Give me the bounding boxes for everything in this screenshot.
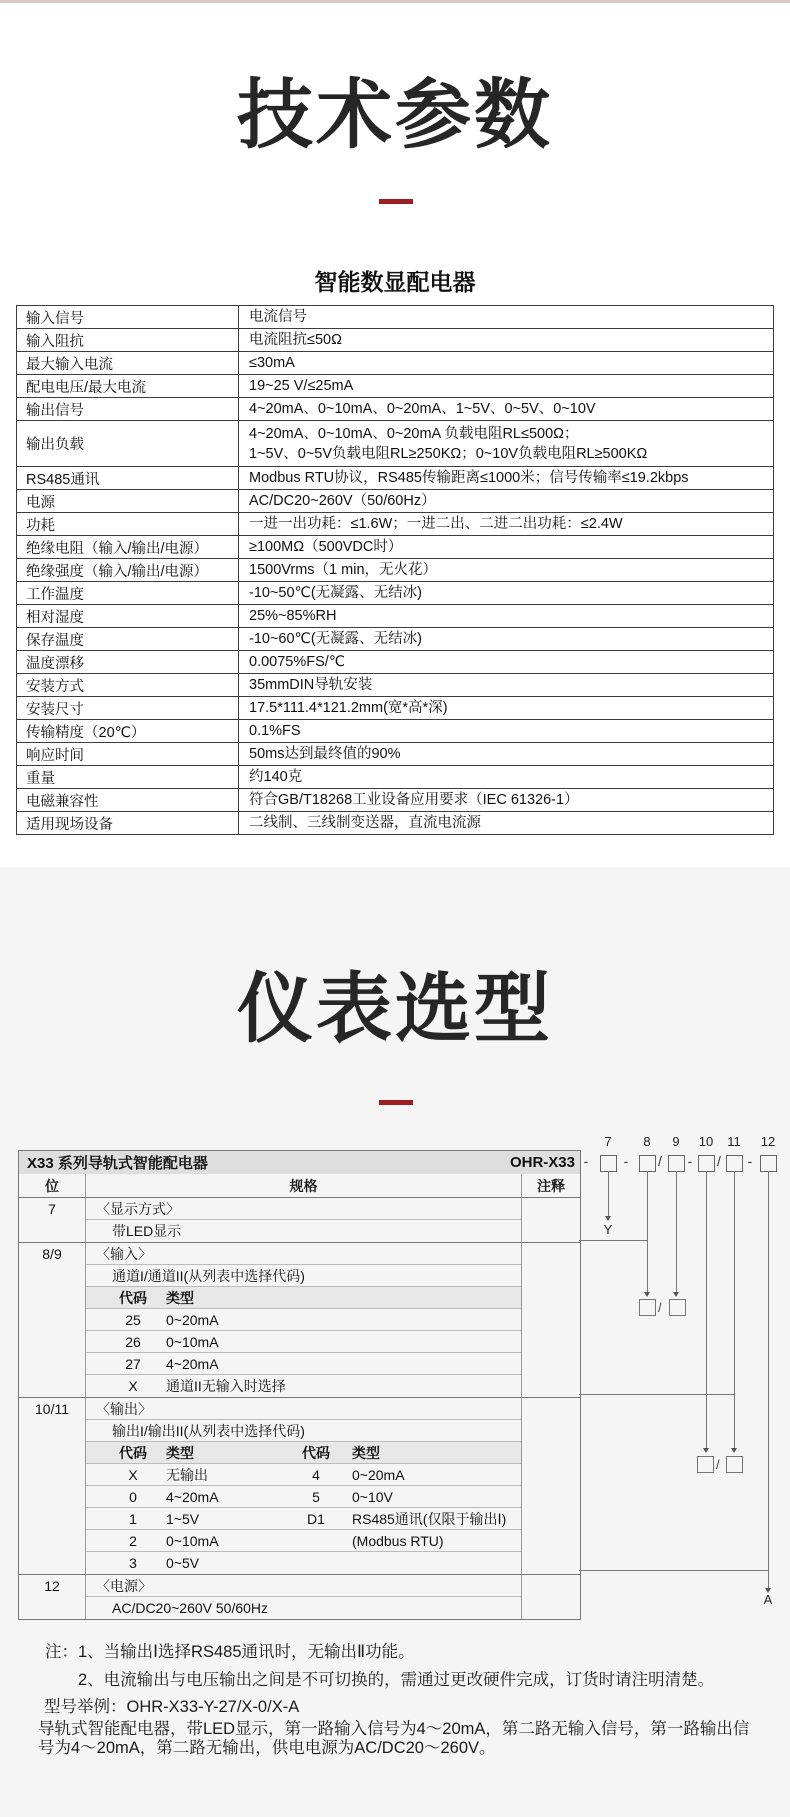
spec-value: ≤30mA bbox=[249, 355, 295, 371]
input-code-box-1 bbox=[639, 1299, 656, 1316]
selection-group-8-9 bbox=[19, 1243, 580, 1398]
spec-label: 输入信号 bbox=[17, 306, 239, 328]
spec-value: ≥100MΩ（500VDC时） bbox=[249, 539, 403, 555]
spec-value: 电流信号 bbox=[249, 309, 307, 325]
spec-value: 50ms达到最终值的90% bbox=[249, 746, 401, 762]
spec-label: 电源 bbox=[17, 490, 239, 512]
power-code-label: A bbox=[763, 1592, 773, 1607]
spec-label: 温度漂移 bbox=[17, 651, 239, 673]
spec-label: 重量 bbox=[17, 766, 239, 788]
group-subheading: 通道I/通道II(从列表中选择代码) bbox=[86, 1265, 521, 1287]
code-slash: / bbox=[658, 1300, 662, 1315]
table-row bbox=[17, 788, 773, 811]
drop-line-7 bbox=[608, 1171, 609, 1216]
spec-label: 绝缘强度（输入/输出/电源） bbox=[17, 559, 239, 581]
selection-group-12 bbox=[19, 1575, 580, 1619]
digit-label-12: 12 bbox=[760, 1134, 776, 1149]
table-row bbox=[17, 742, 773, 765]
code-row: 1 1~5V D1 RS485通讯(仅限于输出Ⅰ) bbox=[86, 1508, 521, 1530]
group-heading: 〈输入〉 bbox=[86, 1243, 521, 1265]
spec-value: 0.1%FS bbox=[249, 723, 301, 739]
section1-title: 技术参数 bbox=[237, 73, 553, 158]
note-cell bbox=[522, 1243, 580, 1397]
spec-value: -10~50℃(无凝露、无结冰) bbox=[249, 585, 422, 601]
spec-label: 功耗 bbox=[17, 513, 239, 535]
table-row bbox=[17, 765, 773, 788]
spec-value: 19~25 V/≤25mA bbox=[249, 378, 354, 394]
output-code-box-2 bbox=[726, 1456, 743, 1473]
spec-table bbox=[16, 305, 774, 835]
model-separator: - bbox=[583, 1153, 589, 1169]
drop-line-12 bbox=[768, 1171, 769, 1588]
model-box-9 bbox=[668, 1155, 685, 1172]
spec-label: 响应时间 bbox=[17, 743, 239, 765]
spec-label: 输出负载 bbox=[17, 421, 239, 466]
spec-label: RS485通讯 bbox=[17, 467, 239, 489]
note-line-2: 2、电流输出与电压输出之间是不可切换的，需通过更改硬件完成，订货时请注明清楚。 bbox=[78, 1671, 715, 1689]
spec-label: 相对湿度 bbox=[17, 605, 239, 627]
spec-value: 4~20mA、0~10mA、0~20mA 负载电阻RL≤500Ω； 1~5V、0~5V负载电阻RL≥250KΩ；0~10V负载电阻RL≥500KΩ bbox=[249, 425, 648, 462]
code-row: 25 0~20mA bbox=[86, 1309, 521, 1331]
section2-divider bbox=[379, 1100, 413, 1105]
code-row: 2 0~10mA (Modbus RTU) bbox=[86, 1530, 521, 1552]
table-row bbox=[17, 811, 773, 834]
spec-label: 安装尺寸 bbox=[17, 697, 239, 719]
group-pos: 12 bbox=[19, 1575, 86, 1619]
connector-line-12 bbox=[579, 1570, 768, 1571]
spec-label: 输入阻抗 bbox=[17, 329, 239, 351]
drop-line-10 bbox=[706, 1171, 707, 1448]
table-row bbox=[17, 374, 773, 397]
code-table-header: 代码 类型 代码 类型 bbox=[86, 1442, 521, 1464]
model-separator: - bbox=[687, 1153, 693, 1169]
table-row bbox=[17, 306, 773, 328]
spec-value: 25%~85%RH bbox=[249, 608, 337, 624]
code-slash: / bbox=[716, 1457, 720, 1472]
model-box-11 bbox=[726, 1155, 743, 1172]
drop-line-11 bbox=[734, 1171, 735, 1448]
group-heading: 〈输出〉 bbox=[86, 1398, 521, 1420]
note-cell bbox=[522, 1575, 580, 1619]
spec-value: 二线制、三线制变送器，直流电流源 bbox=[249, 815, 481, 831]
table-row bbox=[17, 351, 773, 374]
model-separator: / bbox=[717, 1153, 721, 1169]
code-row: 26 0~10mA bbox=[86, 1331, 521, 1353]
spec-value: 4~20mA、0~10mA、0~20mA、1~5V、0~5V、0~10V bbox=[249, 401, 596, 417]
model-separator: - bbox=[623, 1153, 629, 1169]
table-row bbox=[17, 397, 773, 420]
spec-label: 传输精度（20℃） bbox=[17, 720, 239, 742]
section2-title: 仪表选型 bbox=[237, 967, 553, 1052]
table-row bbox=[17, 673, 773, 696]
spec-value: -10~60℃(无凝露、无结冰) bbox=[249, 631, 422, 647]
group-heading: 〈显示方式〉 bbox=[86, 1198, 521, 1220]
spec-label: 工作温度 bbox=[17, 582, 239, 604]
col-header-note: 注释 bbox=[537, 1177, 565, 1194]
spec-label: 最大输入电流 bbox=[17, 352, 239, 374]
table-row bbox=[17, 696, 773, 719]
arrow-down-icon bbox=[673, 1292, 679, 1297]
table-row bbox=[17, 627, 773, 650]
table-row bbox=[17, 535, 773, 558]
selection-header-bar bbox=[19, 1151, 580, 1174]
code-row: 3 0~5V bbox=[129, 1555, 200, 1571]
model-separator: / bbox=[658, 1153, 662, 1169]
spec-value: 0.0075%FS/℃ bbox=[249, 654, 346, 670]
table-row bbox=[17, 558, 773, 581]
spec-value: 符合GB/T18268工业设备应用要求（IEC 61326-1） bbox=[249, 792, 579, 808]
digit-label-7: 7 bbox=[604, 1134, 612, 1149]
group-pos: 8/9 bbox=[19, 1243, 86, 1397]
spec-label: 安装方式 bbox=[17, 674, 239, 696]
digit-label-8: 8 bbox=[643, 1134, 651, 1149]
table-row bbox=[17, 650, 773, 673]
group-pos: 7 bbox=[19, 1198, 86, 1242]
model-separator: - bbox=[747, 1153, 753, 1169]
spec-value: 1500Vrms（1 min，无火花） bbox=[249, 562, 438, 578]
note-line-1: 注：1、当输出Ⅰ选择RS485通讯时，无输出Ⅱ功能。 bbox=[45, 1643, 415, 1661]
arrow-down-icon bbox=[605, 1216, 611, 1221]
table-row bbox=[17, 604, 773, 627]
display-code-label: Y bbox=[603, 1222, 613, 1237]
table-row bbox=[17, 581, 773, 604]
table-row bbox=[17, 466, 773, 489]
series-title: X33 系列导轨式智能配电器 bbox=[27, 1155, 208, 1172]
arrow-down-icon bbox=[731, 1448, 737, 1453]
spec-label: 配电电压/最大电流 bbox=[17, 375, 239, 397]
connector-line-8-9 bbox=[579, 1240, 647, 1241]
code-row: X 无输出 4 0~20mA bbox=[86, 1464, 521, 1486]
code-row: 0 4~20mA 5 0~10V bbox=[86, 1486, 521, 1508]
spec-label: 保存温度 bbox=[17, 628, 239, 650]
group-option: AC/DC20~260V 50/60Hz bbox=[112, 1600, 269, 1616]
input-code-box-2 bbox=[669, 1299, 686, 1316]
table-row bbox=[17, 420, 773, 466]
spec-label: 绝缘电阻（输入/输出/电源） bbox=[17, 536, 239, 558]
table-row bbox=[17, 719, 773, 742]
spec-value: 35mmDIN导轨安装 bbox=[249, 677, 373, 693]
spec-value: AC/DC20~260V（50/60Hz） bbox=[249, 493, 436, 509]
spec-value: 一进一出功耗：≤1.6W；一进二出、二进二出功耗：≤2.4W bbox=[249, 516, 623, 532]
model-box-7 bbox=[600, 1155, 617, 1172]
group-subheading: 输出I/输出II(从列表中选择代码) bbox=[86, 1420, 521, 1442]
col-header-pos: 位 bbox=[19, 1174, 86, 1197]
note-cell bbox=[522, 1398, 580, 1574]
spec-table-title: 智能数显配电器 bbox=[314, 269, 476, 295]
spec-value: Modbus RTU协议，RS485传输距离≤1000米；信号传输率≤19.2kbps bbox=[249, 470, 689, 486]
group-heading: 〈电源〉 bbox=[86, 1575, 521, 1597]
model-number: OHR-X33 bbox=[509, 1154, 575, 1171]
selection-column-headers bbox=[19, 1174, 580, 1198]
model-description: 导轨式智能配电器，带LED显示，第一路输入信号为4～20mA，第二路无输入信号，第一路输出信号为4～20mA，第二路无输出，供电电源为AC/DC20～260V。 bbox=[38, 1720, 750, 1757]
spec-label: 电磁兼容性 bbox=[17, 789, 239, 811]
arrow-down-icon bbox=[703, 1448, 709, 1453]
table-row bbox=[17, 512, 773, 535]
digit-label-9: 9 bbox=[672, 1134, 680, 1149]
model-box-12 bbox=[760, 1155, 777, 1172]
selection-group-10-11 bbox=[19, 1398, 580, 1575]
model-selection-table bbox=[18, 1150, 581, 1620]
code-row: X 通道II无输入时选择 bbox=[128, 1378, 286, 1394]
drop-line-9 bbox=[676, 1171, 677, 1292]
group-pos: 10/11 bbox=[19, 1398, 86, 1574]
selection-group-7 bbox=[19, 1198, 580, 1243]
table-row bbox=[17, 489, 773, 512]
digit-label-11: 11 bbox=[727, 1134, 741, 1149]
digit-label-10: 10 bbox=[698, 1134, 714, 1149]
group-option: 带LED显示 bbox=[112, 1223, 182, 1239]
top-strip bbox=[0, 0, 790, 3]
code-table-header: 代码 类型 bbox=[86, 1287, 521, 1309]
note-cell bbox=[522, 1198, 580, 1242]
arrow-down-icon bbox=[644, 1292, 650, 1297]
output-code-box-1 bbox=[697, 1456, 714, 1473]
col-header-spec: 规格 bbox=[86, 1174, 522, 1197]
code-row: 27 4~20mA bbox=[86, 1353, 521, 1375]
spec-label: 适用现场设备 bbox=[17, 812, 239, 834]
spec-value: 约140克 bbox=[249, 769, 303, 785]
model-example: 型号举例：OHR-X33-Y-27/X-0/X-A bbox=[44, 1698, 300, 1716]
spec-value: 电流阻抗≤50Ω bbox=[249, 332, 342, 348]
drop-line-8 bbox=[647, 1171, 648, 1292]
spec-label: 输出信号 bbox=[17, 398, 239, 420]
spec-value: 17.5*111.4*121.2mm(宽*高*深) bbox=[249, 700, 448, 716]
table-row bbox=[17, 328, 773, 351]
connector-line-10-11 bbox=[579, 1394, 734, 1395]
section1-divider bbox=[379, 199, 413, 204]
